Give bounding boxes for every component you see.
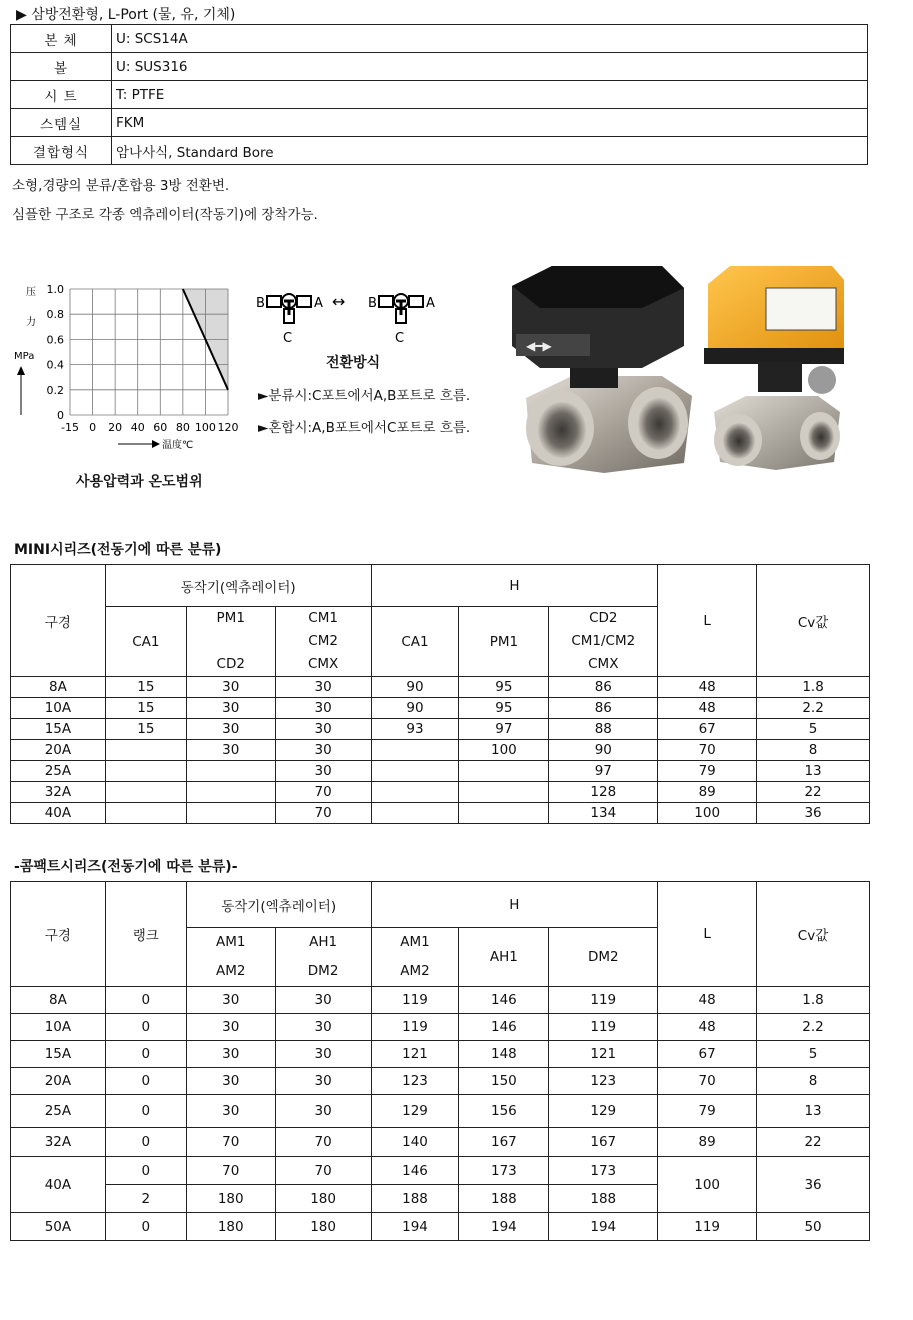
port-c-label: C xyxy=(395,331,405,345)
table-cell: 119 xyxy=(371,987,459,1014)
table-cell: 88 xyxy=(549,719,658,740)
table-cell xyxy=(371,761,459,782)
table-cell xyxy=(105,782,186,803)
switch-arrow: ↔ xyxy=(332,292,346,311)
table-cell xyxy=(186,803,275,824)
chart-y-tick-label: 0.6 xyxy=(46,333,64,347)
table-cell: 95 xyxy=(459,698,549,719)
table-cell: 48 xyxy=(658,698,757,719)
table-cell: 48 xyxy=(658,987,757,1014)
table-cell: 188 xyxy=(371,1185,459,1213)
table-cell: 70 xyxy=(658,1068,757,1095)
table-cell: 10A xyxy=(11,1014,106,1041)
table-cell: 86 xyxy=(549,677,658,698)
chart-y-tick-label: 0.4 xyxy=(46,358,64,372)
port-c-label: C xyxy=(283,331,293,345)
table-cell: 70 xyxy=(186,1157,275,1185)
mini-series-table xyxy=(10,564,870,824)
chart-y-tick-label: 0.8 xyxy=(46,308,64,322)
chart-x-tick-label: 100 xyxy=(194,421,216,434)
table-cell: 30 xyxy=(186,698,275,719)
table-cell: 119 xyxy=(371,1014,459,1041)
table-cell: 13 xyxy=(757,761,870,782)
table-cell: 30 xyxy=(186,1014,275,1041)
table-cell xyxy=(186,782,275,803)
header-actuator: 동작기(엑츄레이터) xyxy=(105,565,371,607)
table-cell: 67 xyxy=(658,719,757,740)
table-cell: 100 xyxy=(658,1157,757,1213)
table-cell: 100 xyxy=(459,740,549,761)
table-cell: 0 xyxy=(105,1041,186,1068)
chart-y-tick-label: 0.2 xyxy=(46,383,64,397)
chart-title: 사용압력과 온도범위 xyxy=(76,474,203,490)
table-row xyxy=(11,698,870,719)
table-cell: 20A xyxy=(11,1068,106,1095)
chart-x-tick-label: 40 xyxy=(130,421,145,434)
table-cell: 119 xyxy=(658,1213,757,1241)
table-cell: 70 xyxy=(275,803,371,824)
table-cell xyxy=(371,803,459,824)
spec-value: FKM xyxy=(112,109,868,137)
table-cell: 129 xyxy=(371,1095,459,1128)
table-cell: 32A xyxy=(11,782,106,803)
table-cell: 146 xyxy=(459,1014,549,1041)
table-cell: 25A xyxy=(11,1095,106,1128)
sub-cm xyxy=(275,607,371,677)
table-cell: 30 xyxy=(275,1068,371,1095)
table-cell: 30 xyxy=(275,987,371,1014)
table-cell: 8A xyxy=(11,677,106,698)
switching-note: ►분류시:C포트에서A,B포트로 흐름. xyxy=(258,388,471,404)
table-cell: 70 xyxy=(275,1157,371,1185)
table-cell: 150 xyxy=(459,1068,549,1095)
chart-y-axis-unit: MPa xyxy=(14,351,35,362)
chart-y-axis-label: 压 xyxy=(26,287,36,298)
table-cell: 1.8 xyxy=(757,987,870,1014)
port-a-label: A xyxy=(314,296,323,311)
table-cell: 121 xyxy=(371,1041,459,1068)
table-cell: 79 xyxy=(658,1095,757,1128)
spec-value: U: SUS316 xyxy=(112,53,868,81)
table-row xyxy=(11,740,870,761)
table-cell: 70 xyxy=(275,782,371,803)
table-row xyxy=(11,1068,870,1095)
description-line: 소형,경량의 분류/혼합용 3방 전환변. xyxy=(12,178,230,194)
table-cell: 86 xyxy=(549,698,658,719)
chart-y-tick-label: 0 xyxy=(57,409,64,422)
table-cell: 95 xyxy=(459,677,549,698)
table-cell: 89 xyxy=(658,782,757,803)
table-cell xyxy=(105,803,186,824)
table-cell: 22 xyxy=(757,782,870,803)
table-cell: 89 xyxy=(658,1128,757,1157)
table-cell: 134 xyxy=(549,803,658,824)
table-cell: 5 xyxy=(757,1041,870,1068)
table-cell: 0 xyxy=(105,987,186,1014)
table-cell: 70 xyxy=(186,1128,275,1157)
table-cell: 13 xyxy=(757,1095,870,1128)
header-bore: 구경 xyxy=(11,882,106,987)
table-cell: 30 xyxy=(186,1095,275,1128)
table-cell: 128 xyxy=(549,782,658,803)
table-cell xyxy=(371,782,459,803)
compact-series-table xyxy=(10,881,870,1241)
spec-table xyxy=(10,24,868,165)
sub-h-pm1: PM1 xyxy=(459,607,549,677)
sub-am1: AM1 xyxy=(215,934,246,950)
table-cell: 30 xyxy=(275,698,371,719)
header-cv: Cv값 xyxy=(757,565,870,677)
table-cell: 30 xyxy=(186,987,275,1014)
sub-pm1-cd2 xyxy=(186,607,275,677)
table-cell xyxy=(105,740,186,761)
table-cell: 5 xyxy=(757,719,870,740)
chart-y-axis-arrowhead xyxy=(17,366,25,375)
pressure-temperature-chart xyxy=(12,275,252,460)
table-cell: 188 xyxy=(459,1185,549,1213)
table-cell: 30 xyxy=(275,719,371,740)
chart-y-axis-label: 力 xyxy=(26,317,36,328)
sub-h-cmx: CMX xyxy=(588,656,619,672)
table-cell: 30 xyxy=(186,1041,275,1068)
sub-h-cd2: CD2 xyxy=(589,610,618,626)
compact-series-title: -콤팩트시리즈(전동기에 따른 분류)- xyxy=(14,859,238,875)
header-bore: 구경 xyxy=(11,565,106,677)
sub-dm2: DM2 xyxy=(307,963,339,979)
switching-note: ►혼합시:A,B포트에서C포트로 흐름. xyxy=(258,420,471,436)
spec-label: 시 트 xyxy=(11,81,112,109)
table-cell: 15A xyxy=(11,1041,106,1068)
table-cell: 30 xyxy=(275,1095,371,1128)
table-cell xyxy=(371,740,459,761)
port-a-label: A xyxy=(426,296,435,311)
table-cell: 8 xyxy=(757,740,870,761)
sub-h-ca1: CA1 xyxy=(371,607,459,677)
table-row xyxy=(11,1128,870,1157)
table-cell: 156 xyxy=(459,1095,549,1128)
sub-cm1: CM1 xyxy=(308,610,338,626)
spec-value: U: SCS14A xyxy=(112,25,868,53)
table-cell: 123 xyxy=(549,1068,658,1095)
table-cell: 1.8 xyxy=(757,677,870,698)
table-cell: 188 xyxy=(549,1185,658,1213)
table-row xyxy=(11,1014,870,1041)
table-cell: 8 xyxy=(757,1068,870,1095)
table-row xyxy=(11,1041,870,1068)
table-cell: 30 xyxy=(275,740,371,761)
page-title: ▶ 삼방전환형, L-Port (물, 유, 기체) xyxy=(16,7,236,23)
table-cell xyxy=(459,803,549,824)
table-cell: 15 xyxy=(105,719,186,740)
sub-h-am1: AM1 xyxy=(400,934,430,950)
table-row xyxy=(11,719,870,740)
table-cell: 173 xyxy=(459,1157,549,1185)
table-cell: 36 xyxy=(757,1157,870,1213)
table-cell xyxy=(459,782,549,803)
header-h: H xyxy=(371,565,658,607)
table-cell: 30 xyxy=(186,740,275,761)
table-cell: 90 xyxy=(371,698,459,719)
sub-h-cd2-cm xyxy=(549,607,658,677)
chart-x-tick-label: 20 xyxy=(108,421,123,434)
sub-ah1: AH1 xyxy=(309,934,338,950)
table-cell: 36 xyxy=(757,803,870,824)
port-b-label: B xyxy=(368,296,377,311)
valve-symbol-right xyxy=(379,294,423,323)
table-row xyxy=(11,987,870,1014)
table-cell: 148 xyxy=(459,1041,549,1068)
port-b-label: B xyxy=(256,296,265,311)
header-actuator: 동작기(엑츄레이터) xyxy=(186,882,371,928)
table-cell: 0 xyxy=(105,1095,186,1128)
table-cell xyxy=(459,761,549,782)
table-cell: 93 xyxy=(371,719,459,740)
table-cell: 97 xyxy=(549,761,658,782)
table-cell: 30 xyxy=(275,1014,371,1041)
table-cell: 30 xyxy=(275,677,371,698)
table-cell: 2.2 xyxy=(757,1014,870,1041)
sub-h-am xyxy=(371,928,459,987)
header-h: H xyxy=(371,882,658,928)
table-cell: 194 xyxy=(459,1213,549,1241)
table-cell: 194 xyxy=(549,1213,658,1241)
table-cell: 70 xyxy=(275,1128,371,1157)
spec-label: 볼 xyxy=(11,53,112,81)
table-cell: 167 xyxy=(549,1128,658,1157)
sub-cmx: CMX xyxy=(307,656,339,672)
table-cell: 40A xyxy=(11,1157,106,1213)
header-rank: 랭크 xyxy=(105,882,186,987)
table-cell: 50 xyxy=(757,1213,870,1241)
chart-x-tick-label: -15 xyxy=(61,421,79,434)
table-row xyxy=(11,1095,870,1128)
sub-h-ah1: AH1 xyxy=(459,928,549,987)
table-cell: 180 xyxy=(275,1185,371,1213)
table-cell: 25A xyxy=(11,761,106,782)
spec-value: 암나사식, Standard Bore xyxy=(112,137,868,165)
table-row xyxy=(11,677,870,698)
table-cell: 30 xyxy=(186,719,275,740)
table-cell: 30 xyxy=(186,677,275,698)
table-cell: 8A xyxy=(11,987,106,1014)
table-cell: 129 xyxy=(549,1095,658,1128)
table-cell: 30 xyxy=(186,1068,275,1095)
table-cell: 146 xyxy=(371,1157,459,1185)
header-cv: Cv값 xyxy=(757,882,870,987)
table-cell: 100 xyxy=(658,803,757,824)
mini-series-title: MINI시리즈(전동기에 따른 분류) xyxy=(14,542,222,558)
table-cell: 15 xyxy=(105,677,186,698)
table-cell: 32A xyxy=(11,1128,106,1157)
table-cell: 180 xyxy=(186,1213,275,1241)
header-l: L xyxy=(658,565,757,677)
sub-pm1: PM1 xyxy=(216,610,245,626)
table-cell: 0 xyxy=(105,1157,186,1185)
table-cell: 0 xyxy=(105,1128,186,1157)
table-cell: 119 xyxy=(549,1014,658,1041)
sub-ca1: CA1 xyxy=(105,607,186,677)
table-cell: 119 xyxy=(549,987,658,1014)
table-row xyxy=(11,803,870,824)
spec-label: 본 체 xyxy=(11,25,112,53)
switching-title: 전환방식 xyxy=(326,355,381,371)
table-cell: 2.2 xyxy=(757,698,870,719)
spec-label: 결합형식 xyxy=(11,137,112,165)
table-cell: 0 xyxy=(105,1068,186,1095)
valve-with-black-actuator-image xyxy=(512,258,700,480)
table-cell: 0 xyxy=(105,1014,186,1041)
table-cell: 121 xyxy=(549,1041,658,1068)
switching-diagram xyxy=(254,285,454,345)
spec-label: 스템실 xyxy=(11,109,112,137)
table-cell: 90 xyxy=(371,677,459,698)
table-cell: 79 xyxy=(658,761,757,782)
table-cell: 22 xyxy=(757,1128,870,1157)
table-cell: 97 xyxy=(459,719,549,740)
table-row xyxy=(11,761,870,782)
table-cell: 15 xyxy=(105,698,186,719)
svg-text:◀━▶: ◀━▶ xyxy=(526,339,552,353)
table-cell: 180 xyxy=(186,1185,275,1213)
description-line: 심플한 구조로 각종 엑츄레이터(작동기)에 장착가능. xyxy=(12,207,318,223)
table-cell: 30 xyxy=(275,761,371,782)
chart-x-axis-label: 温度℃ xyxy=(162,440,194,451)
chart-x-tick-label: 120 xyxy=(217,421,239,434)
table-cell: 48 xyxy=(658,1014,757,1041)
sub-h-cm: CM1/CM2 xyxy=(571,633,636,649)
table-cell: 140 xyxy=(371,1128,459,1157)
header-l: L xyxy=(658,882,757,987)
sub-cm2: CM2 xyxy=(308,633,338,649)
table-cell: 90 xyxy=(549,740,658,761)
spec-value: T: PTFE xyxy=(112,81,868,109)
table-cell: 30 xyxy=(275,1041,371,1068)
chart-x-tick-label: 0 xyxy=(89,421,97,434)
sub-am2: AM2 xyxy=(215,963,246,979)
table-cell: 0 xyxy=(105,1213,186,1241)
table-cell: 50A xyxy=(11,1213,106,1241)
chart-x-axis-arrowhead xyxy=(152,440,160,448)
table-cell: 48 xyxy=(658,677,757,698)
table-cell: 180 xyxy=(275,1213,371,1241)
table-row xyxy=(11,1213,870,1241)
table-cell: 146 xyxy=(459,987,549,1014)
sub-am xyxy=(186,928,275,987)
table-cell: 10A xyxy=(11,698,106,719)
table-cell: 2 xyxy=(105,1185,186,1213)
table-cell: 70 xyxy=(658,740,757,761)
sub-ah-dm xyxy=(275,928,371,987)
table-cell: 194 xyxy=(371,1213,459,1241)
chart-y-tick-label: 1.0 xyxy=(46,283,64,296)
table-cell: 20A xyxy=(11,740,106,761)
table-cell: 40A xyxy=(11,803,106,824)
valve-symbol-left xyxy=(267,294,311,323)
chart-x-tick-label: 80 xyxy=(175,421,190,434)
table-cell: 167 xyxy=(459,1128,549,1157)
sub-h-dm2: DM2 xyxy=(549,928,658,987)
table-row xyxy=(11,782,870,803)
valve-with-yellow-actuator-image xyxy=(700,262,848,474)
table-cell xyxy=(105,761,186,782)
table-cell xyxy=(186,761,275,782)
chart-x-tick-label: 60 xyxy=(153,421,168,434)
sub-cd2: CD2 xyxy=(216,656,245,672)
table-cell: 15A xyxy=(11,719,106,740)
table-cell: 123 xyxy=(371,1068,459,1095)
table-cell: 67 xyxy=(658,1041,757,1068)
table-cell: 173 xyxy=(549,1157,658,1185)
sub-h-am2: AM2 xyxy=(400,963,430,979)
